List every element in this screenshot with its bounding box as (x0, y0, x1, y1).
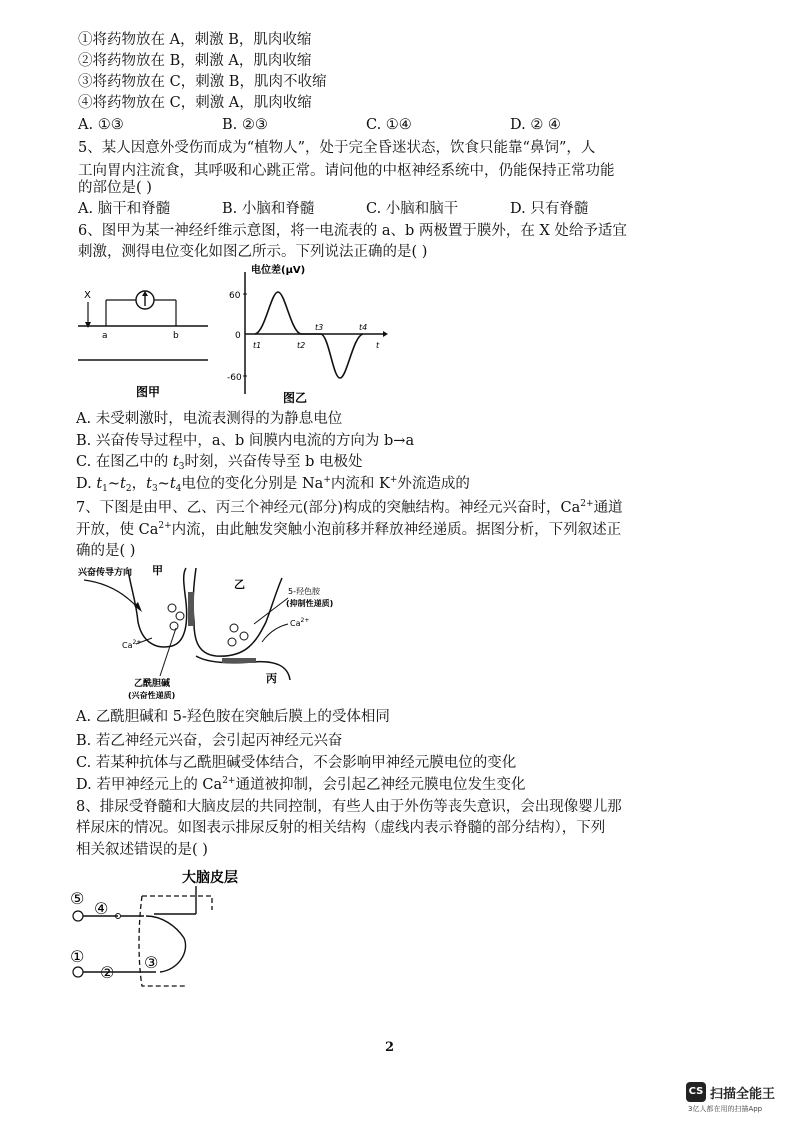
fig-jia-b-label: b (173, 331, 179, 341)
page-number: 2 (385, 1040, 395, 1055)
q7-stem-line-3: 确的是( ) (76, 543, 136, 559)
excitatory-label: (兴奋性递质) (128, 691, 176, 700)
fig-yi-tick-60: 60 (229, 291, 241, 301)
q7-option-d: D. 若甲神经元上的 $Ca^{2+}$通道被抑制，会引起乙神经元膜电位发生变化 (76, 776, 526, 793)
fig-yi-t1: t1 (253, 341, 262, 350)
marker-2: ② (100, 963, 115, 982)
fig-yi-t4: t4 (359, 323, 368, 332)
fig-yi-x-end-label: t (376, 341, 380, 350)
fig-yi-t2: t2 (297, 341, 306, 350)
q5-option-d: D. 只有脊髓 (510, 201, 589, 217)
excitation-direction-label: 兴奋传导方向 (78, 568, 133, 578)
q4-option-d: D. ② ④ (510, 117, 561, 133)
q5-stem-line-1: 5、某人因意外受伤而成为“植物人”，处于完全昏迷状态，饮食只能靠“鼻饲”，人 (78, 140, 596, 156)
q8-stem-line-3: 相关叙述错误的是( ) (76, 842, 208, 858)
neuron-jia-label: 甲 (152, 564, 163, 577)
q7-option-b: B. 若乙神经元兴奋，会引起丙神经元兴奋 (76, 733, 343, 749)
ca-label-left: $Ca^{2+}$ (122, 639, 142, 650)
q5-option-b: B. 小脑和脊髓 (222, 201, 315, 217)
cortex-label: 大脑皮层 (182, 870, 238, 886)
q6-option-d: D. $t_1\sim t_2$，$t_3\sim t_4$电位的变化分别是 Na+内流和 K+外流造成的 (76, 475, 470, 494)
figure-jia (78, 268, 223, 408)
q4-option-c: C. ①④ (366, 117, 412, 133)
fig-yi-y-axis-title: 电位差(μV) (251, 265, 306, 276)
q4-option-a: A. ①③ (78, 117, 124, 133)
scanner-app-name: 扫描全能王 (710, 1087, 776, 1102)
marker-5: ⑤ (70, 889, 85, 908)
marker-1: ① (70, 947, 85, 966)
synapse-figure (76, 562, 376, 704)
q6-stem-line-1: 6、图甲为某一神经纤维示意图，将一电流表的 a、b 两极置于膜外，在 X 处给予适宜 (78, 223, 627, 239)
receptor-icon (73, 967, 83, 977)
effector-icon (73, 911, 83, 921)
q7-stem-line-2: 开放，使 $Ca^{2+}$内流，由此触发突触小泡前移并释放神经递质。据图分析，下列叙述正 (76, 521, 622, 538)
q6-option-c: C. 在图乙中的 $t_3$时刻，兴奋传导至 b 电极处 (76, 454, 363, 472)
marker-3: ③ (144, 953, 159, 972)
neuron-bing-label: 丙 (266, 672, 277, 685)
q4-item-2: ②将药物放在 B，刺激 A，肌肉收缩 (78, 53, 312, 69)
inhibitory-label: (抑制性递质) (286, 599, 334, 608)
scanner-tagline: 3亿人都在用的扫描App (688, 1105, 763, 1113)
scanner-logo-icon: CS (686, 1082, 706, 1102)
q8-stem-line-2: 样尿床的情况。如图表示排尿反射的相关结构（虚线内表示脊髓的部分结构），下列 (76, 820, 606, 836)
ach-label: 乙酰胆碱 (134, 679, 171, 689)
fig-yi-t3: t3 (315, 323, 324, 332)
q5-option-c: C. 小脑和脑干 (366, 201, 459, 217)
q4-item-1: ①将药物放在 A，刺激 B，肌肉收缩 (78, 32, 312, 48)
q8-stem-line-1: 8、排尿受脊髓和大脑皮层的共同控制，有些人由于外伤等丧失意识，会出现像婴儿那 (76, 799, 622, 815)
q5-option-a: A. 脑干和脊髓 (78, 201, 171, 217)
scanner-watermark (686, 1082, 786, 1114)
fig-yi-tick-minus60: -60 (227, 373, 242, 383)
q5-stem-line-2: 工向胃内注流食，其呼吸和心跳正常。请问他的中枢神经系统中，仍能保持正常功能 (78, 163, 615, 179)
q5-stem-line-3: 的部位是( ) (78, 180, 152, 196)
fig-yi-caption: 图乙 (283, 391, 308, 405)
fig-jia-caption: 图甲 (136, 385, 161, 399)
ca-label-right: $Ca^{2+}$ (290, 617, 310, 628)
q7-option-a: A. 乙酰胆碱和 5-羟色胺在突触后膜上的受体相同 (76, 709, 390, 725)
fig-yi-negative-wave (321, 334, 363, 378)
reflex-figure (66, 866, 246, 992)
q4-option-b: B. ②③ (222, 117, 268, 133)
fig-yi-positive-wave (255, 292, 301, 334)
q6-option-a: A. 未受刺激时，电流表测得的为静息电位 (76, 411, 343, 427)
neuron-yi-label: 乙 (234, 578, 245, 591)
q6-stem-line-2: 刺激，测得电位变化如图乙所示。下列说法正确的是( ) (78, 244, 428, 260)
fig-yi-tick-0: 0 (235, 331, 241, 341)
q4-item-4: ④将药物放在 C，刺激 A，肌肉收缩 (78, 95, 312, 111)
marker-4: ④ (94, 899, 109, 918)
q7-option-c: C. 若某种抗体与乙酰胆碱受体结合，不会影响甲神经元膜电位的变化 (76, 755, 517, 771)
fig-jia-x-label: X (84, 290, 91, 301)
serotonin-label: 5-羟色胺 (288, 587, 320, 596)
fig-jia-a-label: a (102, 331, 108, 341)
q6-option-b: B. 兴奋传导过程中，a、b 间膜内电流的方向为 b→a (76, 433, 415, 449)
q4-item-3: ③将药物放在 C，刺激 B，肌肉不收缩 (78, 74, 327, 90)
figure-yi (225, 262, 395, 410)
q7-stem-line-1: 7、下图是由甲、乙、丙三个神经元(部分)构成的突触结构。神经元兴奋时，$Ca^{2+}$通道 (76, 499, 623, 516)
